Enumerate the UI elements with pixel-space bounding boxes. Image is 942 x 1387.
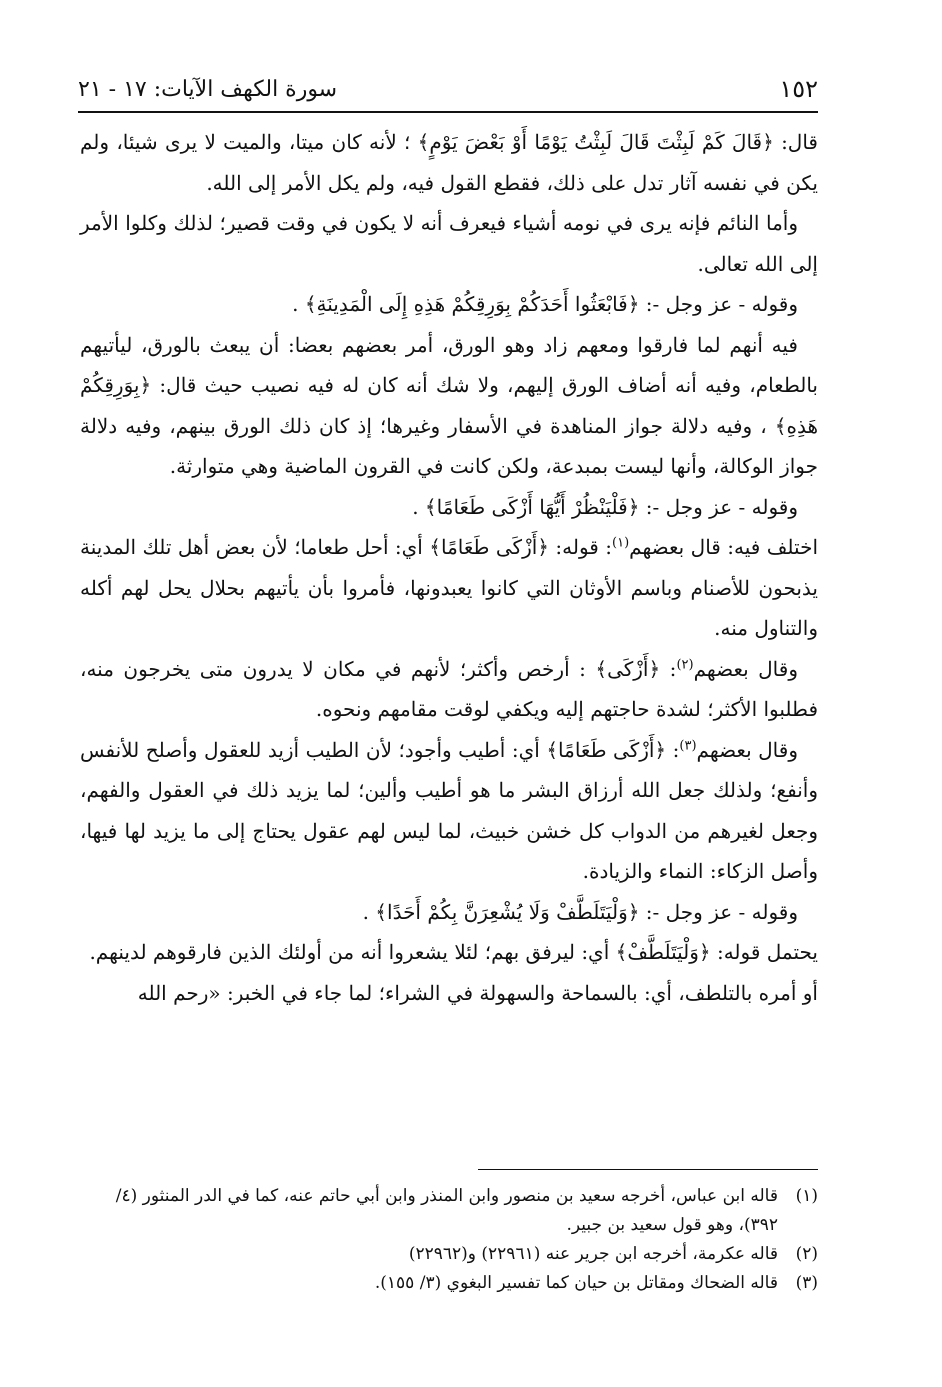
footnote-2: [80, 1240, 818, 1269]
paragraph-2: وأما النائم فإنه يرى في نومه أشياء فيعرف أنه لا يكون في وقت قصير؛ لذلك وكلوا الأمر إلى الله تعالى.: [80, 211, 818, 276]
paragraph-10: يحتمل قوله: ﴿وَلْيَتَلَطَّفْ﴾ أي: ليرفق بهم؛ لئلا يشعروا أنه من أولئك الذين فارقوهم لدينهم.: [89, 940, 818, 964]
paragraph-11: أو أمره بالتلطف، أي: بالسماحة والسهولة في الشراء؛ لما جاء في الخبر: «رحم الله: [137, 980, 818, 1005]
header-divider: [78, 111, 818, 113]
paragraph-3: وقوله - عز وجل -: ﴿فَابْعَثُوا أَحَدَكُمْ بِوَرِقِكُمْ هَذِهِ إِلَى الْمَدِينَةِ﴾ .: [292, 292, 798, 316]
footnote-ref-2[interactable]: (٢): [676, 656, 694, 672]
paragraph-7-start: وقال بعضهم: [693, 656, 798, 681]
page-number: ١٥٢: [779, 75, 818, 103]
footnote-text: قاله عكرمة، أخرجه ابن جرير عنه (٢٢٩٦١) و(٢٢٩٦٢): [408, 1244, 778, 1264]
footnotes: [80, 1182, 818, 1298]
footnote-ref-3[interactable]: (٣): [679, 737, 697, 753]
running-title: سورة الكهف الآيات: ١٧ - ٢١: [78, 76, 338, 102]
footnote-text: قاله الضحاك ومقاتل بن حيان كما تفسير البغوي (٣/ ١٥٥).: [374, 1273, 778, 1293]
footnote-text: قاله ابن عباس، أخرجه سعيد بن منصور وابن المنذر وابن أبي حاتم عنه، كما في الدر المنثور (٤/ ٣٩٢)، وهو قول سعيد بن جبير.: [115, 1186, 778, 1235]
paragraph-1: قال: ﴿قَالَ كَمْ لَبِثْتَ قَالَ لَبِثْتُ يَوْمًا أَوْ بَعْضَ يَوْمٍ﴾ ؛ لأنه كان ميتا، والميت لا يرى شيئا، ولم يكن في نفسه آثار تدل على ذلك، فقطع القول فيه، ولم يكل الأمر إلى الله.: [80, 130, 818, 195]
main-text: [80, 122, 818, 1013]
footnote-number: (٢): [795, 1244, 818, 1264]
paragraph-9: وقوله - عز وجل -: ﴿وَلْيَتَلَطَّفْ وَلَا يُشْعِرَنَّ بِكُمْ أَحَدًا﴾ .: [362, 899, 798, 924]
paragraph-6-rest: : قوله: ﴿أَزْكَى طَعَامًا﴾ أي: أحل طعاما؛ لأن بعض أهل تلك المدينة يذبحون للأصنام وباسم الأوثان التي كانوا يعبدونها، فأمروا بأن يأتيهم بحلال يحل لهم أكله والتناول منه.: [80, 535, 818, 640]
paragraph-8: [80, 730, 818, 892]
paragraph-7-rest: : ﴿أَزْكَى﴾ : أرخص وأكثر؛ لأنهم في مكان لا يدرون متى يخرجون منه، فطلبوا الأكثر؛ لشدة حاجتهم إليه ويكفي لوقت مقامهم ونحوه.: [80, 656, 818, 721]
page-header: [78, 72, 818, 106]
footnote-1: [80, 1182, 818, 1240]
paragraph-8-rest: : ﴿أَزْكَى طَعَامًا﴾ أي: أطيب وأجود؛ لأن الطيب أزيد للعقول وأصلح للأنفس وأنفع؛ ولذلك جعل الله أرزاق البشر ما هو أطيب وألين؛ لما يزيد ذلك في العقول والفهم، وجعل لغيرهم من الدواب كل خشن خبيث، لما ليس لهم عقول يحتاج إلى ما يزيد لها فيها، وأصل الزكاء: النماء والزيادة.: [80, 737, 818, 883]
footnote-ref-1[interactable]: (١): [612, 535, 630, 551]
paragraph-7: [80, 649, 818, 730]
paragraph-6-start: اختلف فيه: قال بعضهم: [629, 535, 819, 559]
paragraph-8-start: وقال بعضهم: [696, 737, 798, 762]
paragraph-4: فيه أنهم لما فارقوا ومعهم زاد وهو الورق، أمر بعضهم بعضا: أن يبعث بالورق، ليأتيهم بالطعام، وفيه أنه أضاف الورق إليهم، ولا شك أنه كان له فيه نصيب حيث قال: ﴿بِوَرِقِكُمْ هَذِهِ﴾ ، وفيه دلالة جواز المناهدة في الأسفار وغيرها؛ إذ كان ذلك الورق بينهم، وفيه دلالة جواز الوكالة، وأنها ليست بمبدعة، ولكن كانت في القرون الماضية وهي متوارثة.: [80, 332, 818, 478]
footnote-divider: [478, 1169, 818, 1170]
footnote-number: (٣): [795, 1273, 818, 1293]
paragraph-5: وقوله - عز وجل -: ﴿فَلْيَنْظُرْ أَيُّهَا أَزْكَى طَعَامًا﴾ .: [412, 494, 798, 519]
paragraph-6: [80, 527, 818, 649]
footnote-3: [80, 1269, 818, 1298]
footnote-number: (١): [795, 1186, 818, 1206]
